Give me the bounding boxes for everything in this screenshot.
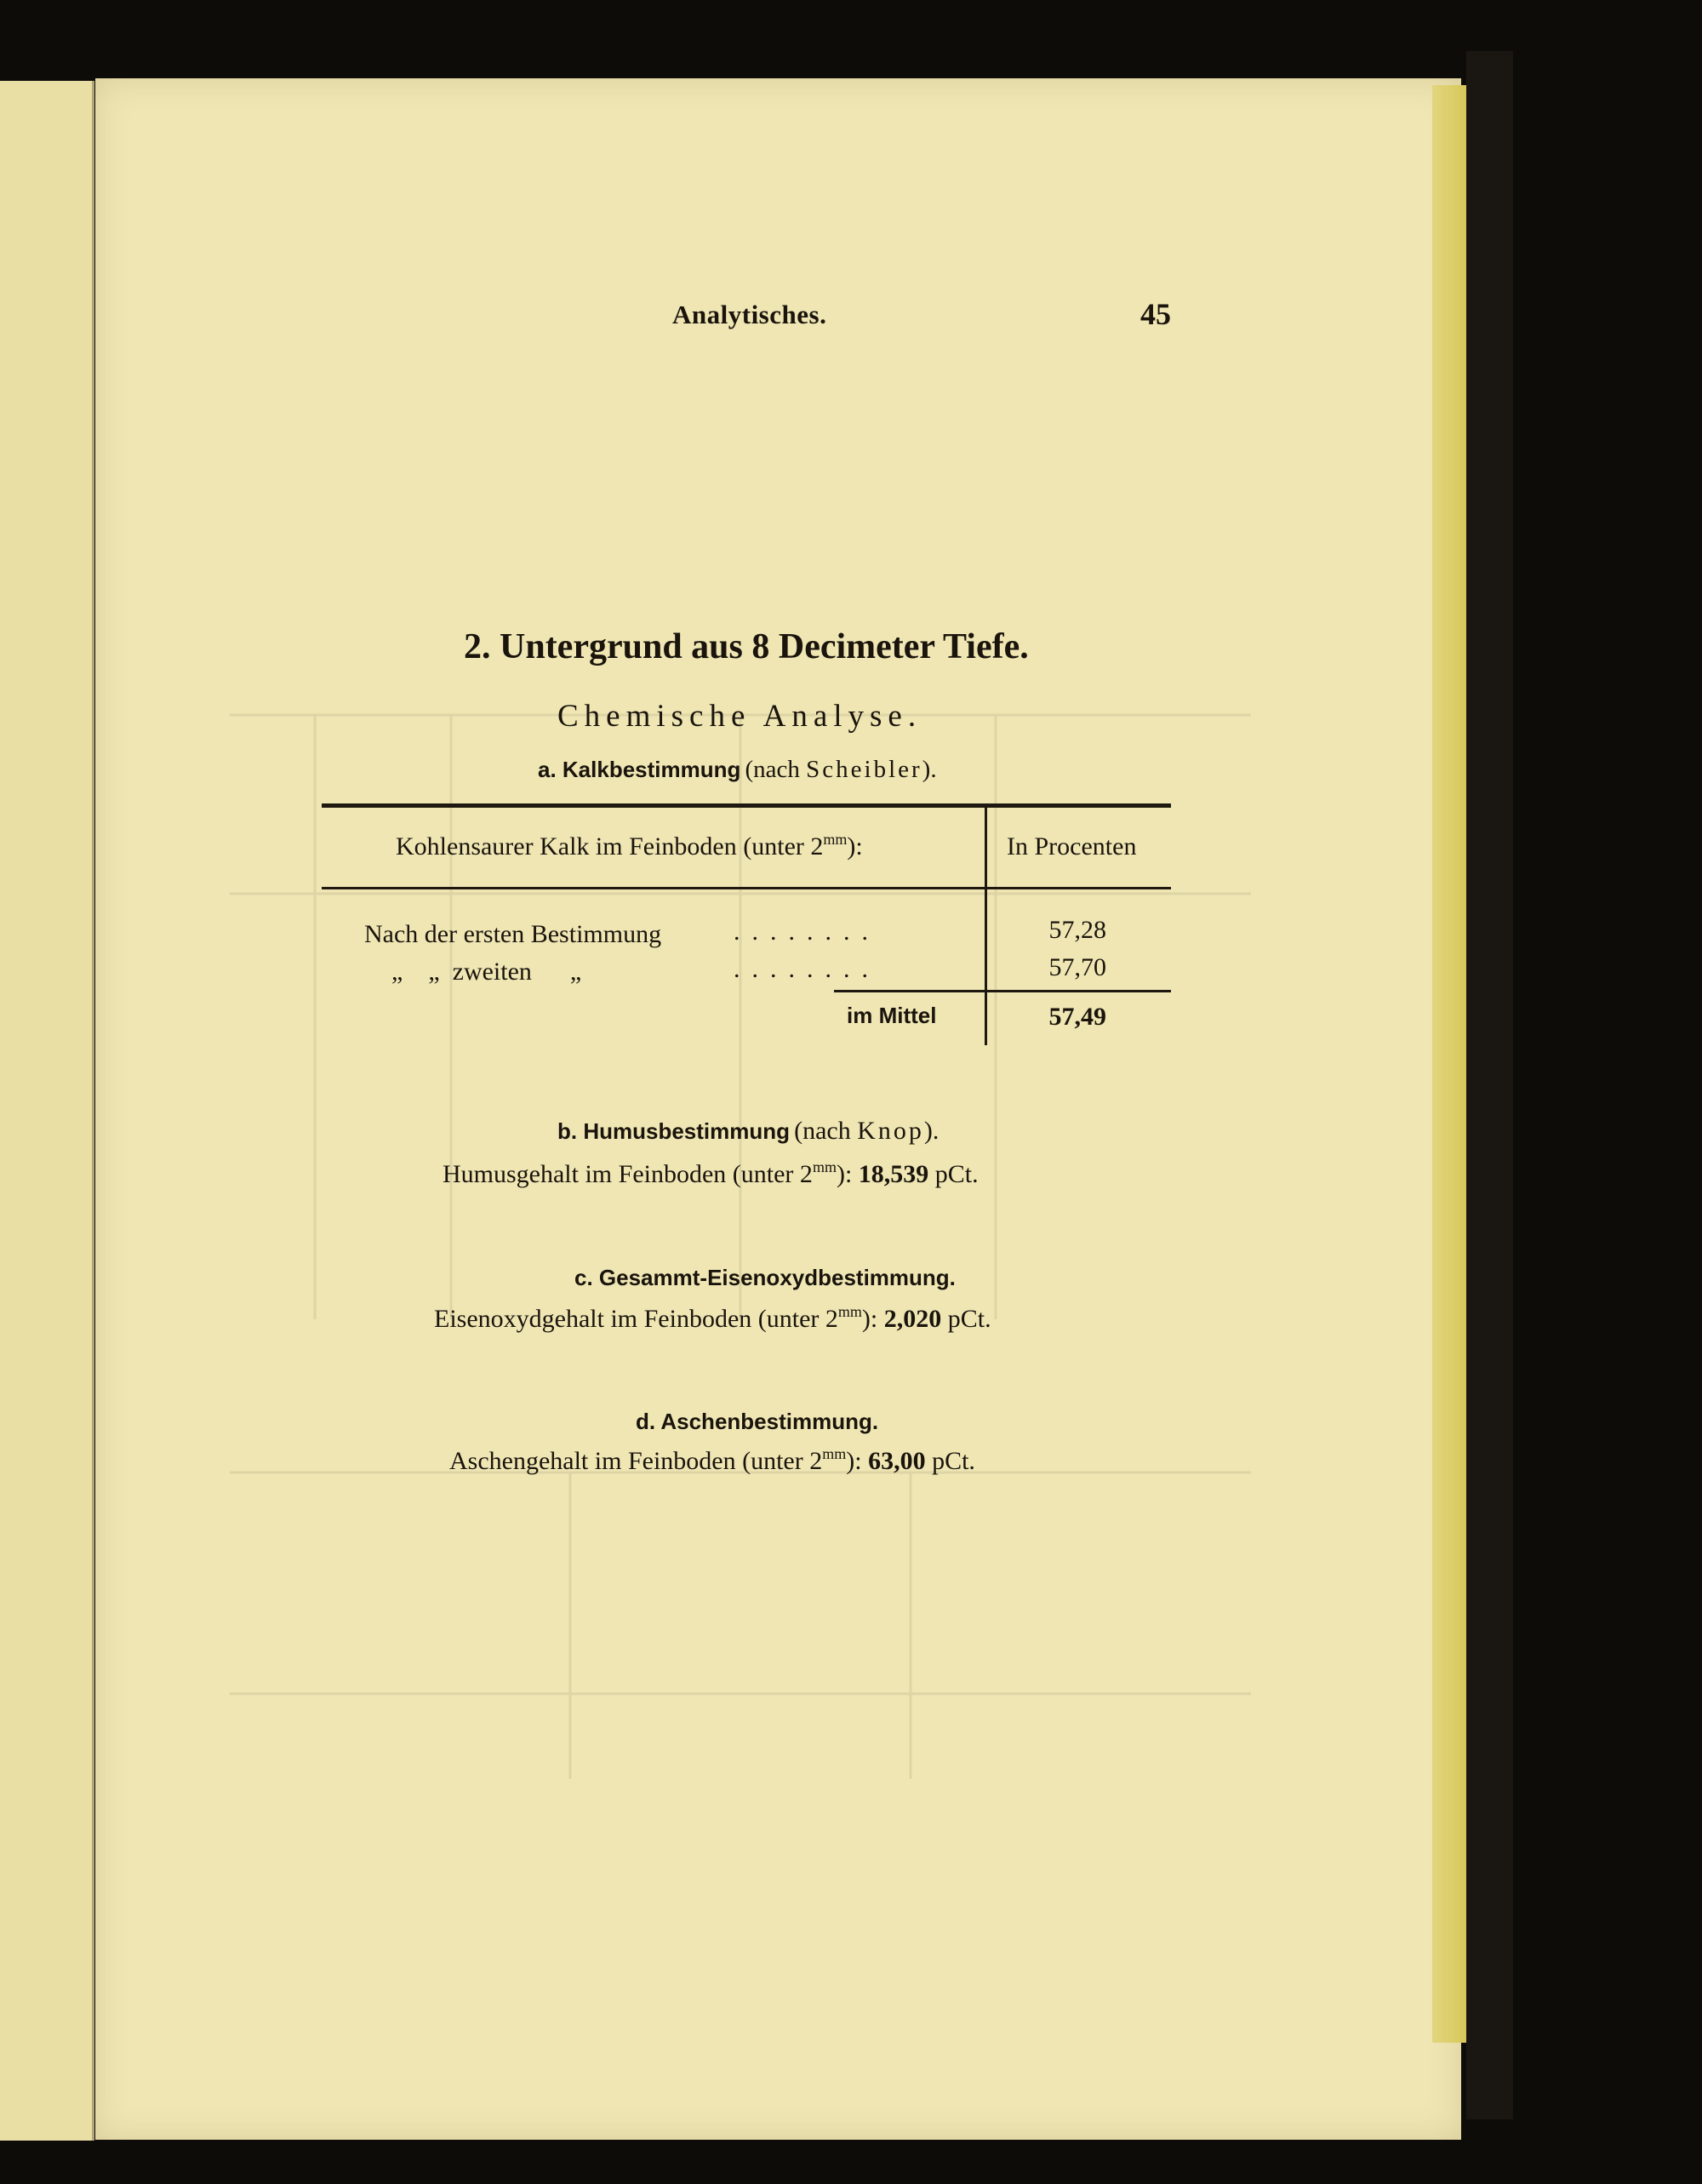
humus-heading: b. Humusbestimmung (nach Knop). xyxy=(557,1117,940,1145)
humus-heading-author: Knop xyxy=(857,1117,924,1145)
kalk-heading-author: Scheibler xyxy=(806,756,922,783)
eisen-result-line: Eisenoxydgehalt im Feinboden (unter $2^{mm}$): 2,020 pCt. xyxy=(434,1303,991,1333)
eisen-value: 2,020 xyxy=(883,1305,942,1333)
table-row-label: Nach der ersten Bestimmung xyxy=(364,920,662,948)
table-row-value: 57,28 xyxy=(1048,916,1106,944)
kalk-heading xyxy=(538,756,937,784)
table-mean-label: im Mittel xyxy=(847,1003,937,1028)
table-header-rule xyxy=(322,887,1171,889)
table-mean-value: 57,49 xyxy=(1048,1003,1106,1031)
humus-heading-label: b. Humusbestimmung xyxy=(557,1118,791,1144)
eisen-heading xyxy=(574,1265,956,1291)
leader-dots: ........ xyxy=(734,918,880,946)
leader-dots: ........ xyxy=(734,955,880,983)
section-subtitle: Chemische Analyse. xyxy=(557,699,922,734)
asche-result-line: Aschengehalt im Feinboden (unter $2^{mm}$): 63,00 pCt. xyxy=(449,1445,975,1475)
page-number: 45 xyxy=(1140,297,1171,331)
book-page xyxy=(95,78,1461,2140)
kalk-heading-pre: (nach xyxy=(745,756,807,783)
humus-result-line: Humusgehalt im Feinboden (unter $2^{mm}$): 18,539 pCt. xyxy=(443,1158,979,1188)
table-row-value: 57,70 xyxy=(1048,953,1106,981)
eisen-heading-label: c. Gesammt-Eisenoxydbestimmung. xyxy=(574,1265,956,1290)
table-row-label: „ „ zweiten „ xyxy=(391,958,582,986)
running-title: Analytisches. xyxy=(672,300,827,329)
humus-value: 18,539 xyxy=(858,1160,929,1188)
left-page-edge xyxy=(0,81,94,2141)
book-cover-edge xyxy=(1466,51,1513,2119)
table-top-rule xyxy=(322,803,1171,808)
table-column-header-label: Kohlensaurer Kalk im Feinboden (unter $2^{mm}$): xyxy=(396,831,863,860)
kalk-heading-post: ). xyxy=(922,756,937,783)
table-column-header-value: In Procenten xyxy=(1007,832,1137,860)
section-title: 2. Untergrund aus 8 Decimeter Tiefe. xyxy=(464,627,1029,666)
asche-heading xyxy=(636,1409,878,1435)
asche-value: 63,00 xyxy=(868,1447,926,1475)
page-stack-edge xyxy=(1432,85,1466,2043)
table-sum-rule xyxy=(834,990,1171,992)
asche-heading-label: d. Aschenbestimmung. xyxy=(636,1409,879,1434)
kalk-heading-label: a. Kalkbestimmung xyxy=(538,757,741,782)
